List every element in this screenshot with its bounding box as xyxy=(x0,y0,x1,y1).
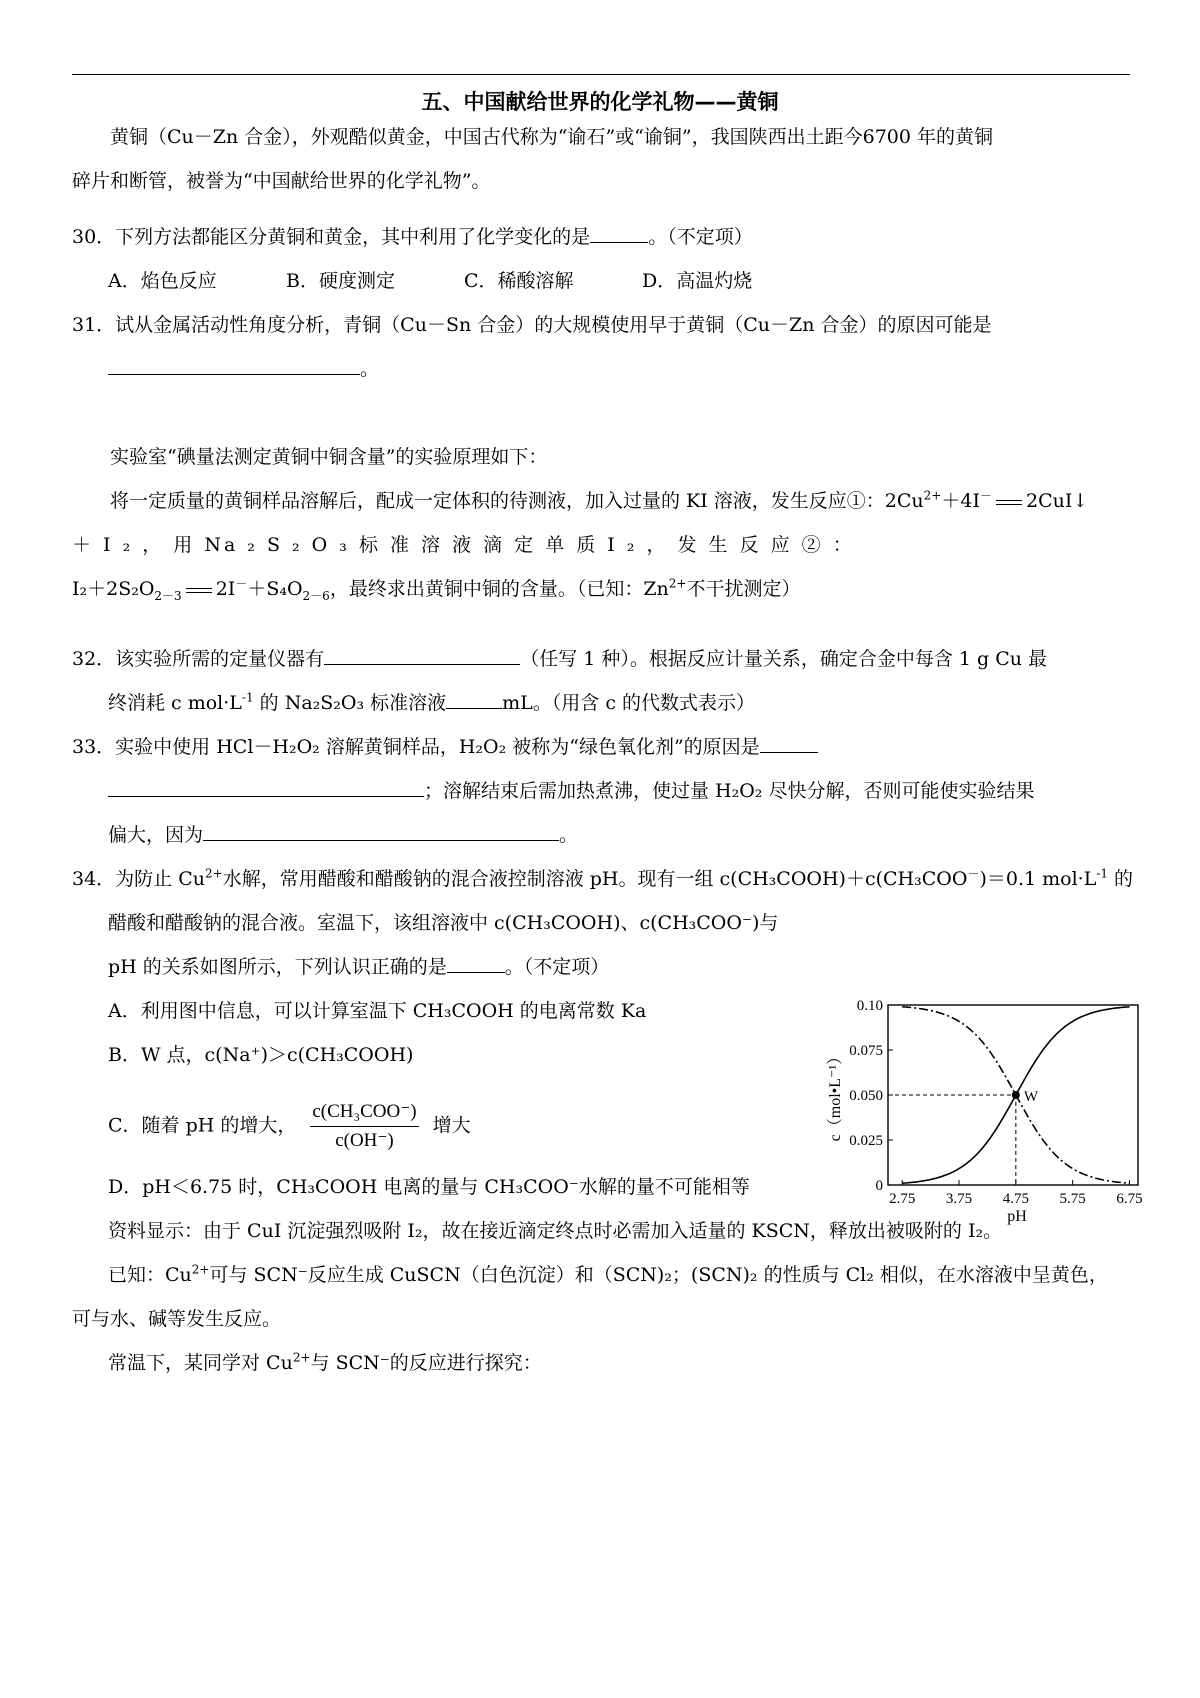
w-point-marker xyxy=(1012,1091,1020,1099)
equals-sign-1 xyxy=(996,500,1022,505)
q31-answer-line xyxy=(108,354,379,384)
q34-sup-b: － xyxy=(967,866,980,881)
q33-cause-blank[interactable] xyxy=(203,822,559,841)
q34-line-1 xyxy=(72,864,1133,894)
info4-text-b: 与 SCN⁻的反应进行探究： xyxy=(310,1352,542,1374)
info-line-4 xyxy=(108,1348,542,1378)
equals-sign-2 xyxy=(186,588,212,593)
q31-answer-blank[interactable] xyxy=(108,356,360,375)
q34-text-d: 的 xyxy=(1108,868,1134,890)
q33-text-c: 偏大，因为 xyxy=(108,824,204,846)
q32-text-b: （任写 1 种）。根据反应计量关系，确定合金中每含 1 g Cu 最 xyxy=(520,648,1048,670)
lab-p3-text-a: I₂＋2S₂O xyxy=(72,578,155,600)
q32-text-d: 的 Na₂S₂O₃ 标准溶液 xyxy=(253,692,447,714)
q34-sup-c: -1 xyxy=(1096,866,1109,881)
lab-para-2: ＋ I ₂ ， 用 Na ₂ S ₂ O ₃ 标 准 溶 液 滴 定 单 质 I ₂ ， 发 生 反 应 ② ： xyxy=(72,534,855,556)
info-line-2 xyxy=(108,1260,1108,1290)
q34-sup-a: 2+ xyxy=(205,866,223,881)
q30-option-d[interactable]: D．高温灼烧 xyxy=(642,270,753,292)
info4-text-a: 常温下，某同学对 Cu xyxy=(108,1352,293,1374)
q32-sup: -1 xyxy=(241,690,254,705)
q34-line-2: 醋酸和醋酸钠的混合液。室温下，该组溶液中 c(CH₃COOH)、c(CH₃COO⁻)与 xyxy=(108,912,779,934)
q33-reason-blank[interactable] xyxy=(108,778,424,797)
q30-option-b[interactable]: B．硬度测定 xyxy=(286,270,395,292)
q31-tail: 。 xyxy=(360,358,380,380)
q33-text-a: 33．实验中使用 HCl－H₂O₂ 溶解黄铜样品，H₂O₂ 被称为“绿色氧化剂”的原因是 xyxy=(72,736,760,758)
q30-stem xyxy=(72,222,753,252)
lab-p3-text-e: 不干扰测定） xyxy=(686,578,801,600)
q32-line-1 xyxy=(72,644,1047,674)
q30-tail: 。（不定项） xyxy=(648,226,753,248)
q33-reason-blank-start[interactable] xyxy=(760,734,818,753)
q34-optc-text: C．随着 pH 的增大， xyxy=(108,1114,297,1137)
info2-sup: 2+ xyxy=(191,1262,210,1277)
q34-option-d[interactable]: D．pH＜6.75 时，CH₃COOH 电离的量与 CH₃COO⁻水解的量不可能相等 xyxy=(108,1176,750,1198)
q30-option-a[interactable]: A．焰色反应 xyxy=(108,270,217,292)
lab-intro: 实验室“碘量法测定黄铜中铜含量”的实验原理如下： xyxy=(110,446,548,468)
y-tick-label: 0.075 xyxy=(849,1043,883,1059)
lab-p1-text-c: 2CuI↓ xyxy=(1025,490,1089,512)
q34-text-e: pH 的关系如图所示，下列认识正确的是 xyxy=(108,956,447,978)
lab-p1-text: 将一定质量的黄铜样品溶解后，配成一定体积的待测液，加入过量的 KI 溶液，发生反应①：2Cu xyxy=(110,490,924,512)
q34-option-c[interactable] xyxy=(108,1100,471,1153)
ph-concentration-chart xyxy=(820,995,1150,1255)
lab-p3-sub2: 2－6 xyxy=(302,588,330,603)
q34-text-c: )＝0.1 mol·L xyxy=(979,868,1097,890)
info4-sup: 2+ xyxy=(292,1350,311,1365)
y-tick-label: 0 xyxy=(875,1178,883,1194)
lab-p1-sup: 2+ xyxy=(923,488,942,503)
fraction-numerator: c(CH₃COO⁻) xyxy=(310,1100,418,1127)
y-tick-label: 0.10 xyxy=(856,998,883,1014)
x-tick-label: 4.75 xyxy=(1002,1191,1029,1207)
info-line-1: 资料显示：由于 CuI 沉淀强烈吸附 I₂，故在接近滴定终点时必需加入适量的 KSCN，释放出被吸附的 I₂。 xyxy=(108,1220,1003,1242)
info2-text-b: 可与 SCN⁻反应生成 CuSCN（白色沉淀）和（SCN)₂；(SCN)₂ 的性质与 Cl₂ 相似，在水溶液中呈黄色， xyxy=(209,1264,1108,1286)
top-rule xyxy=(72,74,1130,75)
q33-text-d: 。 xyxy=(559,824,579,846)
lab-p3-sup2: 2+ xyxy=(668,576,687,591)
q33-line-1 xyxy=(72,732,818,762)
q32-text-c: 终消耗 c mol·L xyxy=(108,692,242,714)
y-tick-label: 0.050 xyxy=(849,1088,883,1104)
q32-text-e: mL。（用含 c 的代数式表示） xyxy=(502,692,755,714)
lab-para-1 xyxy=(110,486,1088,516)
q34-text-b: 水解，常用醋酸和醋酸钠的混合液控制溶液 pH。现有一组 c(CH₃COOH)＋c(CH₃COO xyxy=(222,868,968,890)
q32-volume-blank[interactable] xyxy=(446,690,502,709)
q30-options xyxy=(108,266,752,296)
q32-text-a: 32．该实验所需的定量仪器有 xyxy=(72,648,325,670)
y-tick-label: 0.025 xyxy=(849,1133,883,1149)
lab-p1-text-b: ＋4I xyxy=(941,490,980,512)
q34-option-b[interactable]: B．W 点，c(Na⁺)＞c(CH₃COOH) xyxy=(108,1044,414,1066)
q32-line-2 xyxy=(108,688,755,718)
lab-p3-text-c: ＋S₄O xyxy=(247,578,303,600)
q34-line-3 xyxy=(108,952,609,982)
q34-fraction xyxy=(310,1100,418,1153)
lab-p3-sub1: 2－3 xyxy=(154,588,182,603)
q34-text-f: 。（不定项） xyxy=(504,956,610,978)
q31-stem: 31．试从金属活动性角度分析，青铜（Cu－Sn 合金）的大规模使用早于黄铜（Cu－Zn 合金）的原因可能是 xyxy=(72,314,992,336)
q34-answer-blank[interactable] xyxy=(447,954,505,973)
lab-p1-sup2: － xyxy=(979,488,992,503)
y-axis-label: c（mol•L⁻¹） xyxy=(827,1048,844,1142)
info-line-3: 可与水、碱等发生反应。 xyxy=(72,1308,282,1330)
x-tick-label: 6.75 xyxy=(1116,1191,1143,1207)
lab-p3-sup: － xyxy=(235,576,248,591)
info2-text-a: 已知：Cu xyxy=(108,1264,192,1286)
intro-line-2: 碎片和断管，被誉为“中国献给世界的化学礼物”。 xyxy=(72,170,491,192)
x-tick-label: 5.75 xyxy=(1059,1191,1086,1207)
q34-text-a: 34．为防止 Cu xyxy=(72,868,205,890)
q33-text-b: ；溶解结束后需加热煮沸，使过量 H₂O₂ 尽快分解，否则可能使实验结果 xyxy=(424,780,1035,802)
q33-line-3 xyxy=(108,820,578,850)
lab-p3-text-d: ，最终求出黄铜中铜的含量。（已知：Zn xyxy=(329,578,669,600)
x-tick-label: 2.75 xyxy=(889,1191,916,1207)
lab-para-3 xyxy=(72,574,800,604)
fraction-denominator: c(OH⁻) xyxy=(335,1130,394,1151)
q30-answer-blank[interactable] xyxy=(590,224,648,243)
q33-line-2 xyxy=(108,776,1034,806)
q32-instrument-blank[interactable] xyxy=(324,646,520,665)
lab-p3-text-b: 2I xyxy=(215,578,236,600)
w-point-label: W xyxy=(1023,1089,1039,1105)
q34-option-a[interactable]: A．利用图中信息，可以计算室温下 CH₃COOH 的电离常数 Ka xyxy=(108,1000,647,1022)
section-title: 五、中国献给世界的化学礼物——黄铜 xyxy=(421,90,779,114)
q34-optc-tail: 增大 xyxy=(432,1114,471,1137)
q30-stem-text: 30．下列方法都能区分黄铜和黄金，其中利用了化学变化的是 xyxy=(72,226,591,248)
intro-line-1: 黄铜（Cu－Zn 合金），外观酷似黄金，中国古代称为“谕石”或“谕铜”，我国陕西出土距今6700 年的黄铜 xyxy=(110,126,994,148)
x-tick-label: 3.75 xyxy=(945,1191,973,1207)
x-axis-label: pH xyxy=(1007,1208,1027,1225)
q30-option-c[interactable]: C．稀酸溶解 xyxy=(464,270,574,292)
